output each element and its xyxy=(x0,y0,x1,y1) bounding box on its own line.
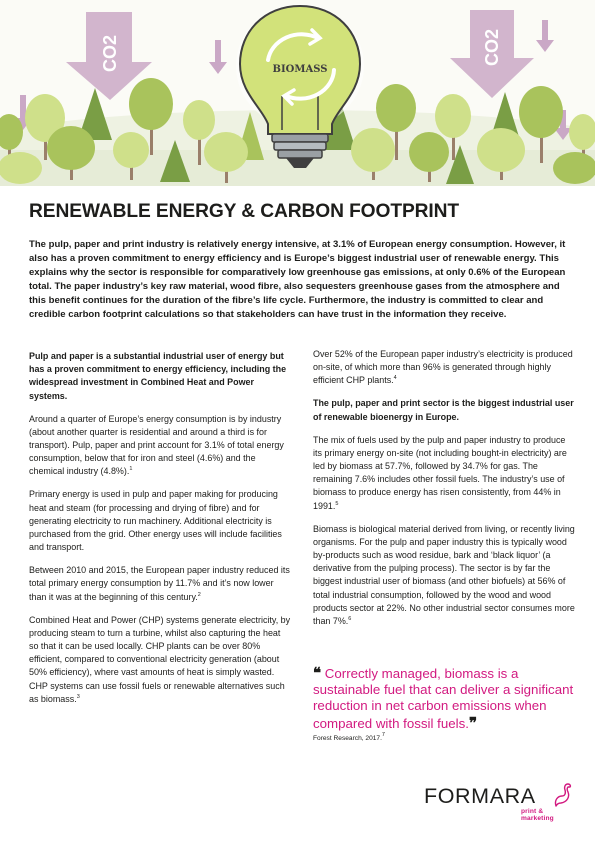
left-column xyxy=(29,350,291,716)
right-lead-paragraph: The pulp, paper and print sector is the biggest industrial user of renewable bioenergy in Europe. xyxy=(313,398,574,422)
hero-illustration xyxy=(0,0,595,186)
pull-quote xyxy=(313,665,588,742)
intro-paragraph: The pulp, paper and print industry is relatively energy intensive, at 3.1% of European energy consumption. However, it also has a proven commitment to energy efficiency and is Europe’s biggest industrial user of renewable energy. This explains why the sector is responsible for comparatively low greenhouse gas emissions, at only 0.6% of the European total. The paper industry’s key raw material, wood fibre, also sequesters greenhouse gases from the atmosphere and this benefit continues for the duration of the fibre’s life cycle. Furthermore, the industry is committed to clear and credible carbon footprint calculations so that stakeholders can have trust in the information they receive. xyxy=(29,239,566,321)
footnote-ref: 4 xyxy=(393,375,397,382)
bulb-label: BIOMASS xyxy=(272,64,328,75)
footnote-ref: 7 xyxy=(381,731,385,738)
co2-label-left: CO2 xyxy=(100,34,120,72)
footnote-ref: 5 xyxy=(335,500,339,507)
right-paragraph-1: Over 52% of the European paper industry’s electricity is produced on-site, of which more than 96% is generated through highly efficient CHP plants.$^4$ xyxy=(313,349,573,386)
quote-source: Forest Research, 2017.$^7$ xyxy=(313,731,385,742)
right-paragraph-3: Biomass is biological material derived from living, or recently living organisms. For the pulp and paper industry this is typically wood by-products such as wood residue, bark and ‘black liquor’ (a derivative from the pulping process). The sector is by far the biggest industrial user of biomass (and other biofuels) at 56% of total industrial consumption, followed by the wood and wood products sector at 22%. No other industrial sector consumes more than 7%.$^6$ xyxy=(313,523,575,627)
left-paragraph-3: Between 2010 and 2015, the European paper industry reduced its total primary energy consumption by 11.7% and it’s now lower than it was at the beginning of this century.$^2$ xyxy=(29,565,290,602)
open-quote-icon: ❝ xyxy=(313,664,322,682)
footnote-ref: 6 xyxy=(348,616,352,623)
logo-wordmark: FORMARA xyxy=(424,784,536,808)
left-lead-paragraph: Pulp and paper is a substantial industrial user of energy but has a proven commitment to energy efficiency, including the widespread investment in Combined Heat and Power systems. xyxy=(29,351,287,401)
footnote-ref: 1 xyxy=(129,466,133,473)
right-column xyxy=(313,348,575,638)
formara-logo xyxy=(424,782,574,822)
co2-label-right: CO2 xyxy=(482,28,502,66)
left-paragraph-4: Combined Heat and Power (CHP) systems generate electricity, by producing steam to turn a turbine, whilst also capturing the heat so that it can be used locally. CHP plants can be over 80% efficient, compared to conventional electricity generation (about 50% efficiency), where vast amounts of heat is simply wasted. CHP systems can use fossil fuels or renewable alternatives such as biomass.$^3$ xyxy=(29,614,291,704)
page-title: RENEWABLE ENERGY & CARBON FOOTPRINT xyxy=(29,201,460,222)
quote-text: Correctly managed, biomass is a sustainable fuel that can deliver a significant reduction in net carbon emissions when compared with fossil fuels. xyxy=(313,666,574,731)
swan-icon xyxy=(552,782,572,808)
footnote-ref: 2 xyxy=(197,591,201,598)
close-quote-icon: ❞ xyxy=(468,713,478,732)
logo-tagline: print & marketing xyxy=(521,808,554,822)
footnote-ref: 3 xyxy=(76,693,80,700)
left-paragraph-2: Primary energy is used in pulp and paper making for producing heat and steam (for processing and drying of fibre) and for generating electricity to run machinery. Additional electricity is purchased from the grid. Other energy uses will include facilities and transport. xyxy=(29,489,282,553)
right-paragraph-2: The mix of fuels used by the pulp and paper industry to produce its primary energy on-site (not including bought-in electricity) are led by biomass at 57.7%, followed by 34.7% for gas. The remaining 7.6% includes other fossil fuels. The industry’s use of biomass to produce energy has risen consistently, from 44% in 1991.$^5$ xyxy=(313,434,567,511)
left-paragraph-1: Around a quarter of Europe’s energy consumption is by industry (about another quarter is residential and around a third is for transport). Pulp, paper and print account for 3.1% of total energy consumption, below that for iron and steel (4.6%) and the chemical industry (4.8%).$^1$ xyxy=(29,413,284,477)
